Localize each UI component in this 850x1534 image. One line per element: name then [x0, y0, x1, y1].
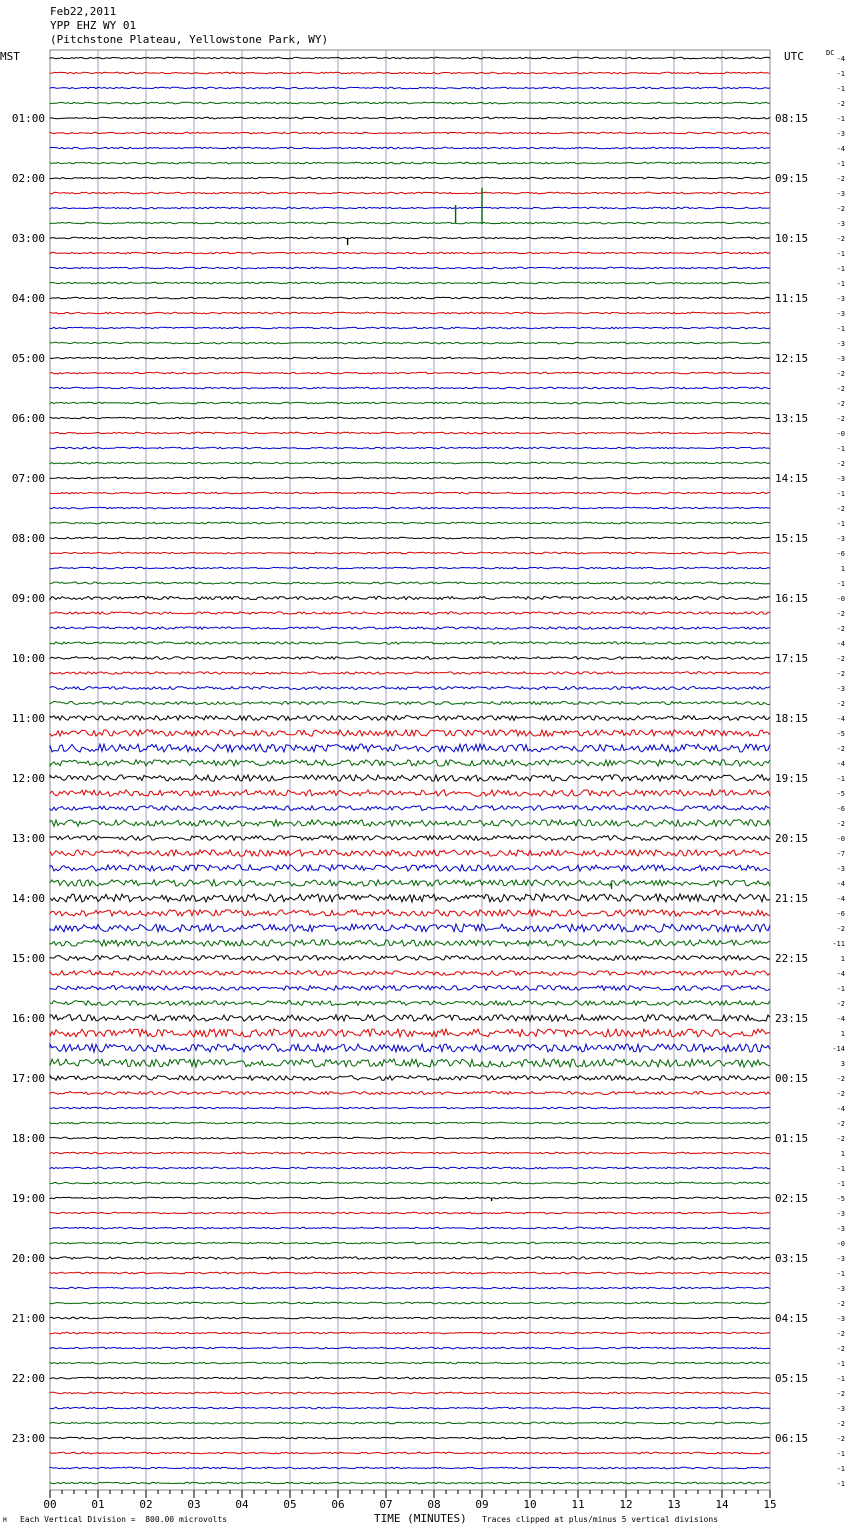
utc-hour-label: 18:15: [775, 712, 809, 725]
trace-line: [50, 1152, 770, 1154]
trace-line: [50, 1182, 770, 1184]
trace-line: [50, 1302, 770, 1304]
utc-hour-label: 00:15: [775, 1072, 809, 1085]
trace-line: [50, 1059, 770, 1067]
dc-offset-label: -2: [836, 175, 845, 183]
trace-line: [50, 1227, 770, 1229]
dc-offset-label: -2: [836, 670, 845, 678]
trace-line: [50, 1029, 770, 1037]
dc-offset-label: -2: [836, 460, 845, 468]
dc-offset-label: -2: [836, 1300, 845, 1308]
trace-line: [50, 880, 770, 886]
dc-offset-label: -5: [836, 730, 845, 738]
dc-offset-label: -4: [836, 715, 845, 723]
dc-offset-label: -5: [836, 1195, 845, 1203]
clip-note: Traces clipped at plus/minus 5 vertical divisions: [482, 1515, 719, 1524]
dc-column-title: DC: [826, 49, 835, 57]
dc-offset-label: -2: [836, 1135, 845, 1143]
trace-line: [50, 57, 770, 59]
trace-line: [50, 357, 770, 359]
x-tick-label: 01: [91, 1498, 105, 1511]
dc-offset-label: -2: [836, 1345, 845, 1353]
dc-offset-label: -1: [836, 580, 845, 588]
dc-offset-label: -6: [836, 550, 845, 558]
dc-offset-label: -3: [836, 1225, 845, 1233]
dc-offset-label: -3: [836, 295, 845, 303]
dc-offset-label: -2: [836, 1330, 845, 1338]
dc-offset-label: 1: [840, 955, 845, 963]
trace-line: [50, 207, 770, 209]
dc-offset-label: -1: [836, 325, 845, 333]
dc-offset-label: -1: [836, 1375, 845, 1383]
utc-hour-label: 17:15: [775, 652, 809, 665]
mst-hour-label: 10:00: [11, 652, 45, 665]
dc-offset-label: -1: [836, 445, 845, 453]
dc-offset-label: -3: [836, 685, 845, 693]
utc-hour-label: 21:15: [775, 892, 809, 905]
trace-line: [50, 627, 770, 629]
x-tick-label: 04: [235, 1498, 249, 1511]
utc-hour-label: 08:15: [775, 112, 809, 125]
trace-line: [50, 686, 770, 689]
dc-offset-label: -1: [836, 115, 845, 123]
trace-line: [50, 865, 770, 871]
dc-offset-label: -1: [836, 1360, 845, 1368]
trace-line: [50, 132, 770, 134]
dc-offset-label: -4: [836, 970, 845, 978]
dc-offset-label: -1: [836, 1165, 845, 1173]
x-tick-label: 10: [523, 1498, 537, 1511]
utc-hour-label: 22:15: [775, 952, 809, 965]
mst-hour-label: 09:00: [11, 592, 45, 605]
trace-line: [50, 1272, 770, 1274]
dc-offset-label: -4: [836, 895, 845, 903]
trace-line: [50, 1044, 770, 1052]
mst-hour-label: 06:00: [11, 412, 45, 425]
trace-line: [50, 1467, 770, 1469]
trace-line: [50, 342, 770, 344]
dc-offset-label: -2: [836, 205, 845, 213]
trace-line: [50, 1407, 770, 1409]
trace-line: [50, 1242, 770, 1244]
trace-line: [50, 986, 770, 991]
utc-hour-label: 09:15: [775, 172, 809, 185]
trace-line: [50, 806, 770, 811]
dc-offset-label: -2: [836, 1090, 845, 1098]
trace-line: [50, 1347, 770, 1349]
utc-hour-label: 11:15: [775, 292, 809, 305]
trace-line: [50, 760, 770, 766]
mst-hour-label: 05:00: [11, 352, 45, 365]
mst-hour-label: 03:00: [11, 232, 45, 245]
trace-line: [50, 1377, 770, 1379]
trace-line: [50, 701, 770, 704]
dc-offset-label: -1: [836, 1465, 845, 1473]
trace-line: [50, 775, 770, 781]
dc-offset-label: 1: [840, 1030, 845, 1038]
dc-offset-label: -3: [836, 130, 845, 138]
dc-offset-label: -2: [836, 700, 845, 708]
trace-line: [50, 102, 770, 104]
trace-line: [50, 1392, 770, 1394]
dc-offset-label: -3: [836, 535, 845, 543]
trace-line: [50, 1212, 770, 1214]
trace-line: [50, 327, 770, 329]
mst-hour-label: 21:00: [11, 1312, 45, 1325]
trace-line: [50, 910, 770, 916]
dc-offset-label: -3: [836, 1285, 845, 1293]
scale-note: Each Vertical Division = 800.00 microvolts: [20, 1515, 228, 1524]
trace-line: [50, 850, 770, 856]
trace-line: [50, 117, 770, 119]
trace-line: [50, 552, 770, 554]
dc-offset-label: -4: [836, 760, 845, 768]
dc-offset-label: -4: [836, 640, 845, 648]
x-axis-title: TIME (MINUTES): [374, 1512, 467, 1525]
dc-offset-label: -2: [836, 1390, 845, 1398]
dc-offset-label: -2: [836, 625, 845, 633]
trace-line: [50, 432, 770, 434]
trace-line: [50, 462, 770, 464]
x-tick-label: 11: [571, 1498, 585, 1511]
mst-hour-label: 08:00: [11, 532, 45, 545]
dc-offset-label: -3: [836, 310, 845, 318]
trace-line: [50, 507, 770, 509]
dc-offset-label: -1: [836, 85, 845, 93]
x-tick-label: 12: [619, 1498, 633, 1511]
trace-line: [50, 387, 770, 389]
utc-hour-label: 02:15: [775, 1192, 809, 1205]
utc-hour-label: 13:15: [775, 412, 809, 425]
dc-offset-label: -0: [836, 1240, 845, 1248]
trace-line: [50, 716, 770, 721]
header-station: YPP EHZ WY 01: [50, 19, 137, 32]
trace-line: [50, 1076, 770, 1081]
dc-offset-label: -7: [836, 850, 845, 858]
mst-hour-label: 20:00: [11, 1252, 45, 1265]
dc-offset-label: -3: [836, 865, 845, 873]
x-tick-label: 09: [475, 1498, 489, 1511]
trace-line: [50, 672, 770, 674]
dc-offset-label: -4: [836, 1015, 845, 1023]
trace-line: [50, 147, 770, 149]
header-location: (Pitchstone Plateau, Yellowstone Park, WY): [50, 33, 329, 46]
trace-line: [50, 1332, 770, 1334]
dc-offset-label: -6: [836, 805, 845, 813]
trace-line: [50, 596, 770, 599]
trace-line: [50, 642, 770, 644]
trace-line: [50, 1015, 770, 1021]
trace-line: [50, 492, 770, 494]
mst-hour-label: 19:00: [11, 1192, 45, 1205]
trace-line: [50, 177, 770, 179]
dc-offset-label: -4: [836, 145, 845, 153]
utc-hour-label: 01:15: [775, 1132, 809, 1145]
trace-line: [50, 447, 770, 449]
dc-offset-label: -1: [836, 70, 845, 78]
trace-line: [50, 237, 770, 239]
dc-offset-label: -2: [836, 1120, 845, 1128]
mst-hour-label: 15:00: [11, 952, 45, 965]
dc-offset-label: -0: [836, 430, 845, 438]
dc-offset-label: -2: [836, 820, 845, 828]
x-tick-label: 06: [331, 1498, 345, 1511]
utc-hour-label: 23:15: [775, 1012, 809, 1025]
trace-line: [50, 582, 770, 584]
dc-offset-label: -2: [836, 415, 845, 423]
trace-line: [50, 971, 770, 976]
utc-hour-label: 06:15: [775, 1432, 809, 1445]
x-tick-label: 08: [427, 1498, 441, 1511]
dc-offset-label: -1: [836, 160, 845, 168]
corner-mark: M: [3, 1517, 7, 1524]
dc-offset-label: -1: [836, 520, 845, 528]
dc-offset-label: -1: [836, 1180, 845, 1188]
dc-offset-label: -3: [836, 1210, 845, 1218]
trace-line: [50, 1437, 770, 1439]
utc-hour-label: 03:15: [775, 1252, 809, 1265]
mst-hour-label: 04:00: [11, 292, 45, 305]
utc-hour-label: 05:15: [775, 1372, 809, 1385]
dc-offset-label: -1: [836, 490, 845, 498]
trace-line: [50, 730, 770, 736]
x-tick-label: 00: [43, 1498, 57, 1511]
dc-offset-label: 1: [840, 565, 845, 573]
trace-line: [50, 537, 770, 539]
dc-offset-label: -2: [836, 655, 845, 663]
utc-hour-label: 15:15: [775, 532, 809, 545]
trace-line: [50, 72, 770, 74]
trace-line: [50, 790, 770, 796]
trace-line: [50, 1287, 770, 1289]
dc-offset-label: -1: [836, 280, 845, 288]
trace-line: [50, 87, 770, 89]
trace-line: [50, 312, 770, 314]
x-tick-label: 03: [187, 1498, 201, 1511]
mst-hour-label: 18:00: [11, 1132, 45, 1145]
trace-line: [50, 1137, 770, 1139]
mst-hour-label: 23:00: [11, 1432, 45, 1445]
dc-offset-label: -3: [836, 220, 845, 228]
dc-offset-label: -3: [836, 1255, 845, 1263]
mst-hour-label: 07:00: [11, 472, 45, 485]
trace-line: [50, 282, 770, 284]
trace-line: [50, 402, 770, 404]
dc-offset-label: -1: [836, 985, 845, 993]
dc-offset-label: -2: [836, 1000, 845, 1008]
trace-line: [50, 657, 770, 660]
x-tick-label: 05: [283, 1498, 297, 1511]
dc-offset-label: -4: [836, 1105, 845, 1113]
trace-line: [50, 522, 770, 524]
trace-line: [50, 1167, 770, 1169]
dc-offset-label: -2: [836, 235, 845, 243]
trace-line: [50, 1452, 770, 1454]
trace-line: [50, 372, 770, 374]
header-date: Feb22,2011: [50, 5, 117, 18]
trace-line: [50, 744, 770, 752]
x-tick-label: 15: [763, 1498, 777, 1511]
mst-hour-label: 11:00: [11, 712, 45, 725]
trace-line: [50, 567, 770, 569]
trace-line: [50, 417, 770, 419]
trace-line: [50, 297, 770, 299]
trace-line: [50, 924, 770, 932]
dc-offset-label: -0: [836, 595, 845, 603]
dc-offset-label: 1: [840, 1150, 845, 1158]
trace-line: [50, 1001, 770, 1006]
dc-offset-label: -14: [832, 1045, 845, 1053]
trace-line: [50, 1422, 770, 1424]
dc-offset-label: -2: [836, 745, 845, 753]
dc-offset-label: -1: [836, 265, 845, 273]
utc-hour-label: 12:15: [775, 352, 809, 365]
trace-line: [50, 1107, 770, 1109]
trace-line: [50, 820, 770, 826]
mst-hour-label: 17:00: [11, 1072, 45, 1085]
x-tick-label: 13: [667, 1498, 681, 1511]
mst-hour-label: 16:00: [11, 1012, 45, 1025]
x-tick-label: 02: [139, 1498, 153, 1511]
dc-offset-label: -2: [836, 385, 845, 393]
dc-offset-label: -2: [836, 925, 845, 933]
trace-line: [50, 1482, 770, 1484]
trace-line: [50, 612, 770, 614]
trace-line: [50, 1197, 770, 1199]
trace-line: [50, 252, 770, 254]
mst-hour-label: 14:00: [11, 892, 45, 905]
dc-offset-label: -2: [836, 400, 845, 408]
mst-hour-label: 22:00: [11, 1372, 45, 1385]
dc-offset-label: -2: [836, 1435, 845, 1443]
trace-line: [50, 162, 770, 164]
dc-offset-label: -3: [836, 475, 845, 483]
dc-offset-label: -6: [836, 910, 845, 918]
trace-line: [50, 1362, 770, 1364]
trace-line: [50, 894, 770, 902]
mst-hour-label: 01:00: [11, 112, 45, 125]
trace-line: [50, 1092, 770, 1095]
dc-offset-label: -1: [836, 250, 845, 258]
trace-line: [50, 1317, 770, 1319]
dc-offset-label: -4: [836, 55, 845, 63]
dc-offset-label: 3: [840, 1060, 845, 1068]
dc-offset-label: -3: [836, 1315, 845, 1323]
dc-offset-label: -4: [836, 880, 845, 888]
trace-line: [50, 1122, 770, 1124]
utc-hour-label: 20:15: [775, 832, 809, 845]
dc-offset-label: -1: [836, 775, 845, 783]
dc-offset-label: -11: [832, 940, 845, 948]
dc-offset-label: -2: [836, 1420, 845, 1428]
trace-line: [50, 192, 770, 194]
dc-offset-label: -1: [836, 1270, 845, 1278]
trace-line: [50, 940, 770, 946]
dc-offset-label: -2: [836, 1075, 845, 1083]
trace-line: [50, 267, 770, 269]
trace-line: [50, 477, 770, 479]
dc-offset-label: -5: [836, 790, 845, 798]
dc-offset-label: -3: [836, 340, 845, 348]
trace-line: [50, 836, 770, 841]
dc-offset-label: -2: [836, 505, 845, 513]
dc-offset-label: -2: [836, 370, 845, 378]
dc-offset-label: -2: [836, 100, 845, 108]
dc-offset-label: -3: [836, 1405, 845, 1413]
x-tick-label: 07: [379, 1498, 393, 1511]
utc-hour-label: 16:15: [775, 592, 809, 605]
utc-axis-title: UTC: [784, 50, 804, 63]
dc-offset-label: -1: [836, 1480, 845, 1488]
trace-line: [50, 222, 770, 224]
utc-hour-label: 14:15: [775, 472, 809, 485]
x-tick-label: 14: [715, 1498, 729, 1511]
trace-line: [50, 1257, 770, 1259]
mst-axis-title: MST: [0, 50, 20, 63]
dc-offset-label: -2: [836, 610, 845, 618]
trace-line: [50, 956, 770, 961]
dc-offset-label: -0: [836, 835, 845, 843]
mst-hour-label: 02:00: [11, 172, 45, 185]
dc-offset-label: -3: [836, 355, 845, 363]
utc-hour-label: 04:15: [775, 1312, 809, 1325]
mst-hour-label: 12:00: [11, 772, 45, 785]
mst-hour-label: 13:00: [11, 832, 45, 845]
utc-hour-label: 19:15: [775, 772, 809, 785]
dc-offset-label: -1: [836, 1450, 845, 1458]
utc-hour-label: 10:15: [775, 232, 809, 245]
dc-offset-label: -3: [836, 190, 845, 198]
